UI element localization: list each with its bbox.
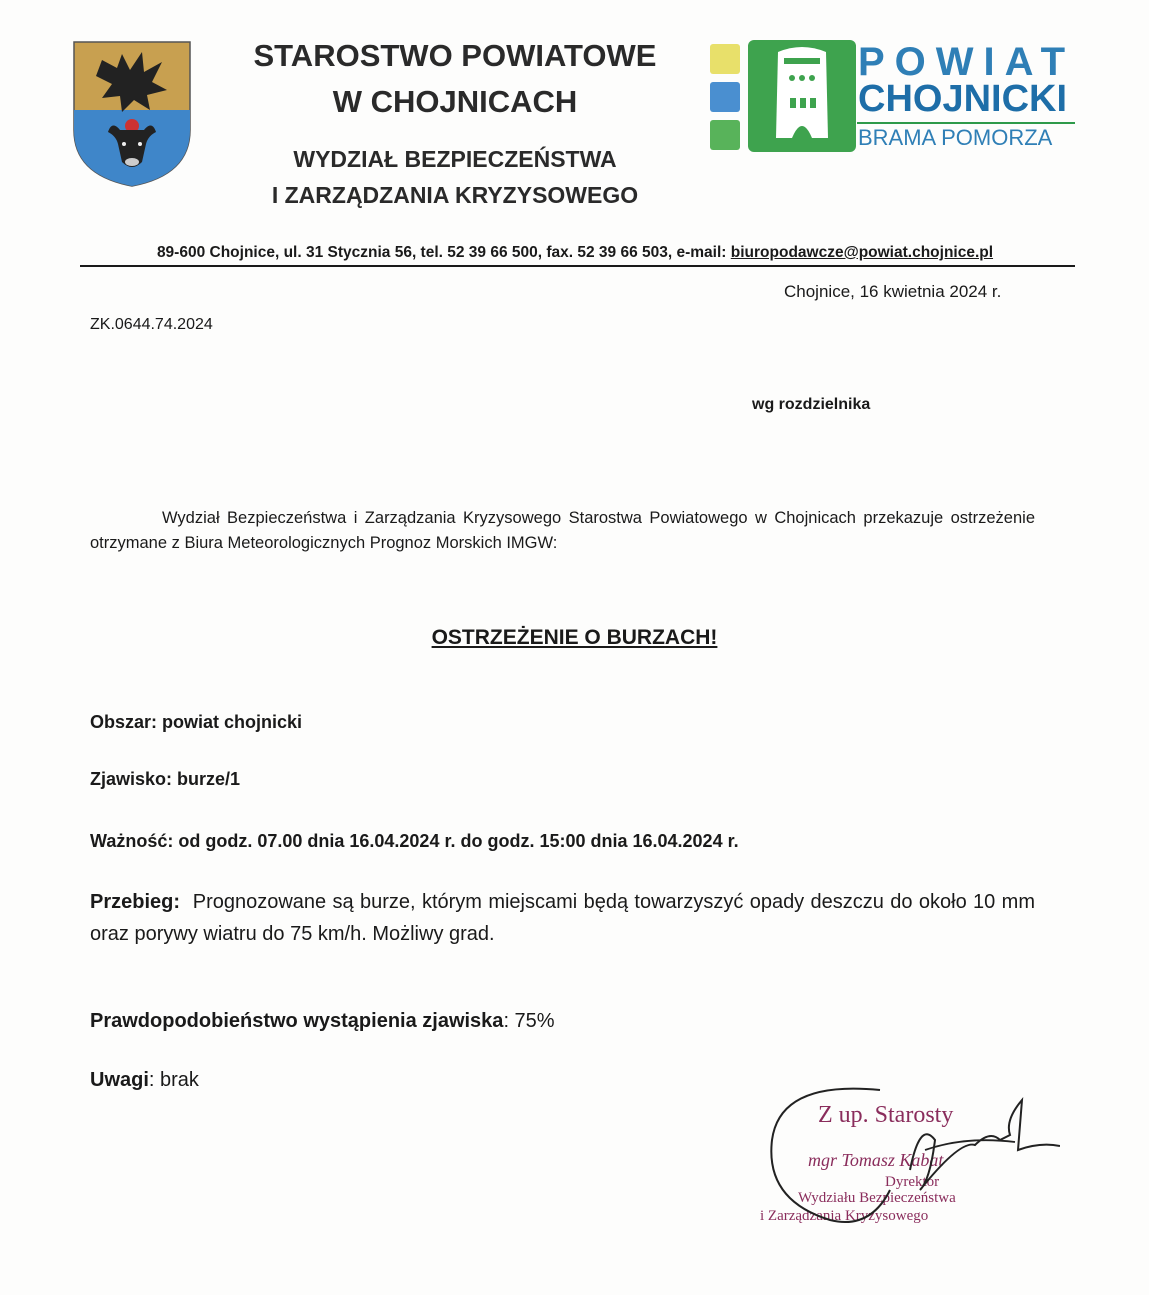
- probability-field: [90, 1010, 555, 1033]
- logo-text-tagline: BRAMA POMORZA: [858, 125, 1053, 150]
- stamp-line4: Wydziału Bezpieczeństwa: [798, 1190, 956, 1206]
- logo-divider: [857, 122, 1075, 124]
- department-title-line2: I ZARZĄDZANIA KRYZYSOWEGO: [271, 182, 639, 208]
- stamp-line5: i Zarządzania Kryzysowego: [760, 1208, 929, 1224]
- validity-field: Ważność: od godz. 07.00 dnia 16.04.2024 r. do godz. 15:00 dnia 16.04.2024 r.: [90, 831, 739, 851]
- course-text: Prognozowane są burze, którym miejscami będą towarzyszyć opady deszczu do około 10 mm oraz porywy wiatru do 75 km/h. Możliwy grad.: [90, 891, 1035, 945]
- area-field: Obszar: powiat chojnicki: [90, 712, 303, 732]
- signature-icon: [760, 1080, 1060, 1260]
- logo-text-powiat: POWIAT: [858, 40, 1076, 84]
- header-divider: [80, 265, 1075, 267]
- letter-date: Chojnice, 16 kwietnia 2024 r.: [784, 282, 1002, 301]
- distribution-note: wg rozdzielnika: [752, 396, 871, 413]
- warning-title: OSTRZEŻENIE O BURZACH!: [431, 626, 718, 649]
- intro-paragraph: Wydział Bezpieczeństwa i Zarządzania Kryzysowego Starostwa Powiatowego w Chojnicach przekazuje ostrzeżenie otrzymane z Biura Meteorologicznych Prognoz Morskich IMGW:: [90, 509, 1035, 552]
- office-title-line1: STAROSTWO POWIATOWE: [253, 38, 657, 73]
- phenomenon-field: Zjawisko: burze/1: [90, 769, 241, 789]
- course-paragraph: [90, 886, 1035, 950]
- email-link[interactable]: biuropodawcze@powiat.chojnice.pl: [730, 244, 994, 261]
- contact-address: [80, 244, 1070, 262]
- office-title-line2: W CHOJNICACH: [332, 84, 578, 119]
- logo-text-chojnicki: CHOJNICKI: [858, 78, 1068, 120]
- department-title-line1: WYDZIAŁ BEZPIECZEŃSTWA: [293, 146, 617, 172]
- notes-value: : brak: [148, 1069, 199, 1091]
- probability-label: Prawdopodobieństwo wystąpienia zjawiska: [90, 1010, 504, 1032]
- course-label: Przebieg:: [90, 891, 181, 913]
- notes-label: Uwagi: [90, 1069, 149, 1091]
- reference-number: ZK.0644.74.2024: [90, 316, 213, 333]
- stamp-line1: Z up. Starosty: [818, 1102, 954, 1128]
- coat-of-arms-icon: [72, 40, 192, 188]
- notes-field: [90, 1069, 199, 1092]
- stamp-line2: mgr Tomasz Kabat: [808, 1150, 944, 1170]
- address-text: 89-600 Chojnice, ul. 31 Stycznia 56, tel. 52 39 66 500, fax. 52 39 66 503, e-mail:: [156, 244, 731, 261]
- official-stamp: [760, 1080, 1060, 1260]
- probability-value: : 75%: [503, 1010, 555, 1032]
- stamp-line3: Dyrektor: [885, 1174, 940, 1190]
